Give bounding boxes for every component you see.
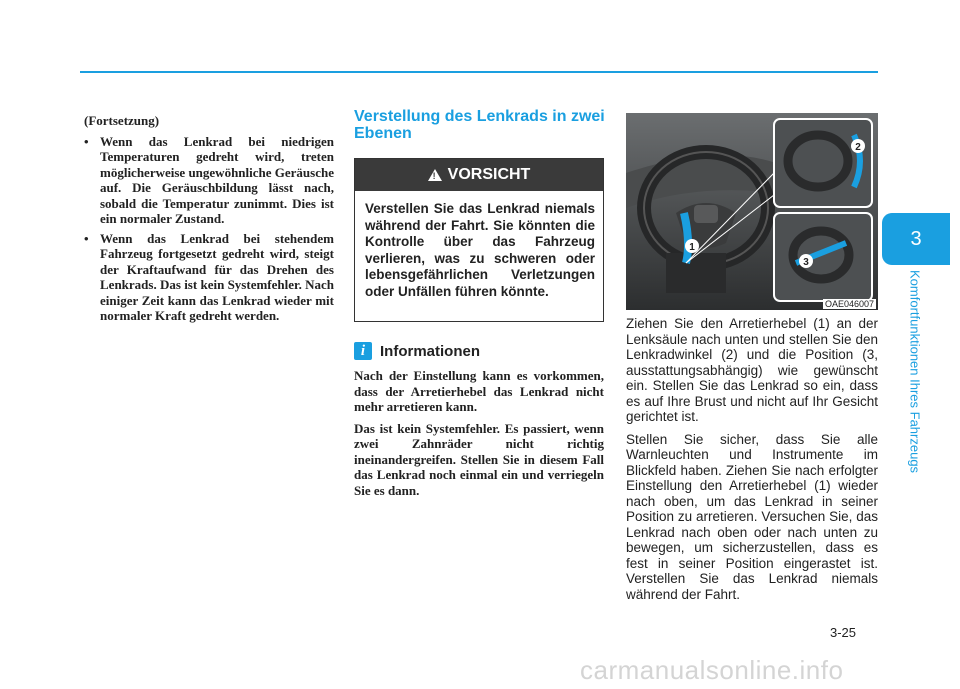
header-rule (80, 71, 878, 73)
callout-2 (851, 139, 865, 153)
info-text (354, 368, 604, 498)
page-number: 3-25 (830, 625, 857, 640)
left-column (84, 113, 334, 328)
bullet-item: • Wenn das Lenkrad bei stehendem Fahrzeug fortgesetzt gedreht wird, steigt der Kraftaufwand für das Drehen des Lenkrads. Das ist kein Systemfehler. Nach einiger Zeit kann das Lenkrad wieder mit normaler Kraft gedreht werden. (84, 231, 334, 324)
chapter-title: Komfortfunktionen Ihres Fahrzeugs (907, 270, 923, 474)
body-paragraph: Ziehen Sie den Arretierhebel (1) an der Lenksäule nach unten und stellen Sie den Lenkradwinkel (2) und die Position (3, ausstattungsabhängig) wie gewünscht ein. Stellen Sie das Lenkrad so ein, dass es auf Ihre Brust und nicht auf Ihr Gesicht gerichtet ist. (626, 316, 878, 424)
callout-3-label: 3 (803, 257, 809, 268)
callout-1-label: 1 (689, 242, 695, 253)
info-heading: Informationen (380, 342, 480, 360)
bullet-item: • Wenn das Lenkrad bei niedrigen Temperaturen gedreht wird, treten möglicherweise ungewöhnliche Geräusche auf. Die Geräuschbildung lässt nach, sobald die Temperatur zunimmt. Dies ist ein normaler Zustand. (84, 134, 334, 227)
right-column (626, 113, 878, 609)
caution-heading: VORSICHT (447, 166, 531, 183)
info-box (354, 342, 604, 504)
watermark: carmanualsonline.info (580, 655, 844, 685)
warning-triangle-icon: ! (428, 169, 442, 181)
continuation-label: (Fortsetzung) (84, 113, 160, 128)
chapter-tab: 3 (882, 213, 950, 265)
callout-1 (685, 239, 699, 253)
caution-text: Verstellen Sie das Lenkrad niemals während der Fahrt. Sie könnten die Kontrolle über das Fahrzeug verlieren, was zu schweren oder lebensgefährlichen Verletzungen oder Unfällen führen könnte. (365, 201, 595, 299)
info-header (354, 342, 604, 360)
body-text (626, 316, 878, 602)
bullet-list (84, 134, 334, 324)
callout-3 (799, 254, 813, 268)
info-paragraph: Das ist kein Systemfehler. Es passiert, wenn zwei Zahnräder nicht richtig ineinandergreifen. Stellen Sie in diesem Fall das Lenkrad noch einmal ein und verriegeln Sie es dann. (354, 420, 604, 498)
caution-header (355, 159, 603, 191)
callout-2-label: 2 (855, 142, 861, 153)
middle-column (354, 108, 606, 498)
info-i-icon: i (354, 342, 372, 360)
steering-wheel-figure (626, 113, 878, 310)
section-title: Verstellung des Lenkrads in zwei Ebenen (354, 108, 605, 142)
body-paragraph: Stellen Sie sicher, dass Sie alle Warnleuchten und Instrumente im Blickfeld haben. Ziehen Sie nach erfolgter Einstellung den Arretierhebel (1) wieder nach oben, um das Lenkrad in seiner Position zu arretieren. Versuchen Sie, das Lenkrad nach oben oder nach unten zu bewegen, um sicherzustellen, dass es fest in seiner Position eingerastet ist. Verstellen Sie das Lenkrad niemals während der Fahrt. (626, 431, 878, 602)
chapter-title-vertical (908, 270, 922, 490)
info-paragraph: Nach der Einstellung kann es vorkommen, dass der Arretierhebel das Lenkrad nicht mehr arretieren kann. (354, 368, 604, 414)
steering-wheel-illustration (626, 113, 878, 310)
caution-box (354, 158, 604, 322)
figure-code: OAE046007 (824, 299, 874, 309)
